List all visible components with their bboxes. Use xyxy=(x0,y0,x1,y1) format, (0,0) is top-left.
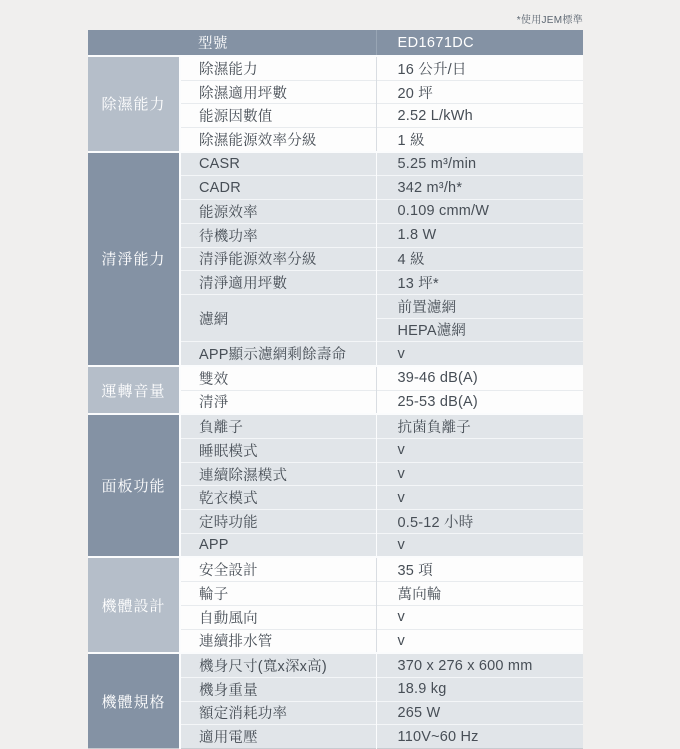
spec-value: v xyxy=(376,486,583,510)
spec-label: 適用電壓 xyxy=(180,725,376,749)
spec-label: 機身重量 xyxy=(180,677,376,701)
table-row xyxy=(88,56,583,80)
spec-value: 18.9 kg xyxy=(376,677,583,701)
category-cell: 運轉音量 xyxy=(88,366,180,414)
spec-label: 清淨 xyxy=(180,390,376,414)
spec-value: 265 W xyxy=(376,701,583,725)
table-row xyxy=(88,414,583,438)
spec-value: v xyxy=(376,439,583,463)
section-noise-level xyxy=(88,366,583,414)
spec-label: 能源效率 xyxy=(180,200,376,224)
spec-value: 4 級 xyxy=(376,247,583,271)
spec-value: 5.25 m³/min xyxy=(376,152,583,176)
spec-label: 自動風向 xyxy=(180,605,376,629)
spec-label: 輪子 xyxy=(180,582,376,606)
spec-value: 前置濾網 xyxy=(376,294,583,318)
spec-value: 2.52 L/kWh xyxy=(376,104,583,128)
spec-value: 342 m³/h* xyxy=(376,176,583,200)
spec-value: v xyxy=(376,605,583,629)
spec-label: 除濕適用坪數 xyxy=(180,80,376,104)
category-cell: 面板功能 xyxy=(88,414,180,557)
spec-value: v xyxy=(376,342,583,366)
spec-value: v xyxy=(376,462,583,486)
table-row xyxy=(88,366,583,390)
category-cell: 機體設計 xyxy=(88,557,180,653)
spec-label: 睡眠模式 xyxy=(180,439,376,463)
table-row xyxy=(88,152,583,176)
spec-label: 除濕能源效率分級 xyxy=(180,128,376,152)
spec-label: 待機功率 xyxy=(180,223,376,247)
spec-value: 1 級 xyxy=(376,128,583,152)
category-cell: 清淨能力 xyxy=(88,152,180,366)
section-dehumidify-capacity xyxy=(88,56,583,152)
table-row xyxy=(88,557,583,581)
spec-label: 負離子 xyxy=(180,414,376,438)
spec-label: 能源因數值 xyxy=(180,104,376,128)
spec-value: 110V~60 Hz xyxy=(376,725,583,749)
spec-label: 機身尺寸(寬x深x高) xyxy=(180,653,376,677)
spec-table xyxy=(88,30,583,749)
section-body-design xyxy=(88,557,583,653)
spec-label: 定時功能 xyxy=(180,510,376,534)
spec-label: 清淨適用坪數 xyxy=(180,271,376,295)
spec-value: 13 坪* xyxy=(376,271,583,295)
spec-value: HEPA濾網 xyxy=(376,318,583,342)
spec-label: 雙效 xyxy=(180,366,376,390)
spec-label: 濾網 xyxy=(180,294,376,341)
spec-label: 連續排水管 xyxy=(180,629,376,653)
category-cell: 機體規格 xyxy=(88,653,180,748)
spec-value: v xyxy=(376,533,583,557)
header-row xyxy=(88,30,583,56)
spec-value: 0.5-12 小時 xyxy=(376,510,583,534)
spec-label: APP xyxy=(180,533,376,557)
spec-label: 乾衣模式 xyxy=(180,486,376,510)
table-header xyxy=(88,30,583,56)
spec-value: v xyxy=(376,629,583,653)
spec-value: 370 x 276 x 600 mm xyxy=(376,653,583,677)
category-cell: 除濕能力 xyxy=(88,56,180,152)
spec-label: 除濕能力 xyxy=(180,56,376,80)
spec-value: 抗菌負離子 xyxy=(376,414,583,438)
spec-label: 清淨能源效率分級 xyxy=(180,247,376,271)
spec-label: 安全設計 xyxy=(180,557,376,581)
spec-value: 1.8 W xyxy=(376,223,583,247)
section-body-specs xyxy=(88,653,583,748)
model-label: 型號 xyxy=(180,30,376,56)
spec-value: 35 項 xyxy=(376,557,583,581)
spec-value: 39-46 dB(A) xyxy=(376,366,583,390)
spec-label: 連續除濕模式 xyxy=(180,462,376,486)
section-purify-capacity xyxy=(88,152,583,366)
spec-label: 額定消耗功率 xyxy=(180,701,376,725)
spec-value: 0.109 cmm/W xyxy=(376,200,583,224)
spec-label: CADR xyxy=(180,176,376,200)
header-category-spacer xyxy=(88,30,180,56)
spec-label: CASR xyxy=(180,152,376,176)
jem-standard-footnote: *使用JEM標準 xyxy=(516,15,583,26)
spec-value: 20 坪 xyxy=(376,80,583,104)
spec-value: 25-53 dB(A) xyxy=(376,390,583,414)
spec-value: 萬向輪 xyxy=(376,582,583,606)
spec-value: 16 公升/日 xyxy=(376,56,583,80)
table-row xyxy=(88,653,583,677)
section-panel-functions xyxy=(88,414,583,557)
spec-label: APP顯示濾網剩餘壽命 xyxy=(180,342,376,366)
model-value: ED1671DC xyxy=(376,30,583,56)
